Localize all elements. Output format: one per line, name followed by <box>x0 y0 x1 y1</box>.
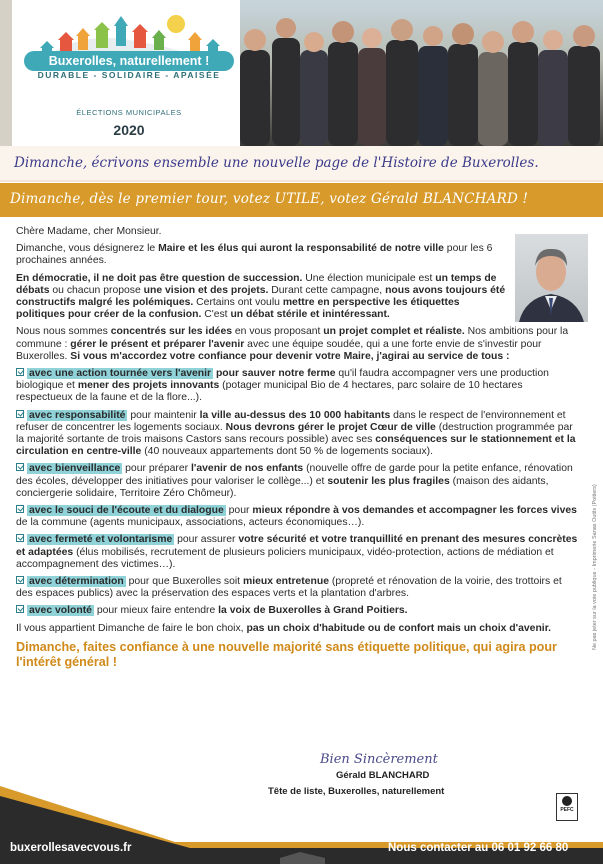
headline-banner: Dimanche, écrivons ensemble une nouvelle page de l'Histoire de Buxerolles. <box>0 146 603 182</box>
paragraph-intro: Dimanche, vous désignerez le Maire et les élus qui auront la responsabilité de notre ville pour les 6 prochaines années. <box>16 243 493 267</box>
signature-name: Gérald BLANCHARD <box>336 770 430 781</box>
header-banner <box>0 0 603 146</box>
contact-phone[interactable]: Nous contacter au 06 01 92 66 80 <box>388 842 569 854</box>
checkbox-icon <box>16 605 24 613</box>
commitment-item: avec responsabilité pour maintenir la ville au-dessus des 10 000 habitants dans le respect de l'environnement et refuser de concentrer les logements sociaux. Nous devrons gérer le projet Cœur de ville (destruction programmée par la majorité sortante de trois maisons Castors sans recours possible) avec ses conséquences sur le stationnement et la circulation en centre-ville (40 nouveaux appartements dont 50 % de logements sociaux). <box>16 409 576 458</box>
paragraph-democracy: En démocratie, il ne doit pas être question de succession. Une élection municipale est un temps de débats ou chacun propose une vision et des projets. Durant cette campagne, nous avons toujours été constructifs malgré les polémiques. Certains ont voulu mettre en perspective les étiquettes politiques pour créer de la confusion. C'est un débat stérile et inintéressant. <box>16 272 506 321</box>
signature-script: Bien Sincèrement <box>320 752 438 767</box>
side-legal-note: Ne pas jeter sur la voie publique - Imprimerie Sanas Outils (Poitiers) <box>592 484 598 650</box>
checkbox-icon <box>16 534 24 542</box>
commitment-item: avec bienveillance pour préparer l'avenir de nos enfants (nouvelle offre de garde pour la petite enfance, rénovation des écoles, développer des initiatives pour valoriser le collège...) et soutenir les plus fragiles (maison des aidants, conciergerie solidaire, Territoire Zéro Chômeur). <box>16 463 573 499</box>
checkbox-icon <box>16 505 24 513</box>
paragraph-ambitions: Nous nous sommes concentrés sur les idées en vous proposant un projet complet et réaliste. Nos ambitions pour la commune : gérer le présent et préparer l'avenir avec une équipe soudée, qui a une forte envie de s'investir pour Buxerolles. Si vous m'accordez votre confiance pour devenir votre Maire, j'agirai au service de tous : <box>16 326 569 362</box>
team-photo-people <box>230 0 603 146</box>
logo-tagline: DURABLE - SOLIDAIRE - APAISÉE <box>37 70 221 80</box>
pefc-label: PEFC <box>556 793 578 821</box>
letter-body <box>16 226 578 676</box>
checkbox-icon <box>16 576 24 584</box>
salutation: Chère Madame, cher Monsieur. <box>16 226 162 237</box>
checkbox-icon <box>16 463 24 471</box>
logo-election-label: ÉLECTIONS MUNICIPALES <box>76 108 182 117</box>
commitment-item: avec détermination pour que Buxerolles soit mieux entretenue (propreté et rénovation de la voirie, des trottoirs et des espaces publics) avec la préservation des espaces verts et la plantation d'arbres. <box>16 576 562 600</box>
tree-icon <box>562 796 572 806</box>
commitment-item: avec fermeté et volontarisme pour assurer votre sécurité et votre tranquillité en prenant des mesures concrètes et adaptées (élus mobilisés, recrutement de plusieurs policiers municipaux, vidéo-protection, actions de médiation et accompagnement des victimes…). <box>16 534 578 570</box>
closing-statement: Dimanche, faites confiance à une nouvelle majorité sans étiquette politique, qui agira pour l'intérêt général ! <box>16 639 557 670</box>
checkbox-icon <box>16 368 24 376</box>
commitment-item: avec volonté pour mieux faire entendre la voix de Buxerolles à Grand Poitiers. <box>16 605 578 617</box>
vote-banner: Dimanche, dès le premier tour, votez UTILE, votez Gérald BLANCHARD ! <box>0 183 603 217</box>
logo-year: 2020 <box>113 122 145 138</box>
logo-title: Buxerolles, naturellement ! <box>24 51 234 71</box>
signature-role: Tête de liste, Buxerolles, naturellement <box>268 786 445 797</box>
paragraph-choice: Il vous appartient Dimanche de faire le bon choix, pas un choix d'habitude ou de confort mais un choix d'avenir. <box>16 622 552 634</box>
campaign-logo <box>12 0 240 146</box>
checkbox-icon <box>16 410 24 418</box>
website-link[interactable]: buxerollesavecvous.fr <box>10 842 132 854</box>
commitment-item: avec une action tournée vers l'avenir pour sauver notre ferme qu'il faudra accompagner vers une production biologique et mener des projets innovants (potager municipal Bio de 4 hectares, parc solaire de 10 hectares respectueux de la faune et de la flore...). <box>16 368 549 404</box>
commitment-item: avec le souci de l'écoute et du dialogue pour mieux répondre à vos demandes et accompagner les forces vives de la commune (agents municipaux, associations, acteurs économiques…). <box>16 505 577 529</box>
